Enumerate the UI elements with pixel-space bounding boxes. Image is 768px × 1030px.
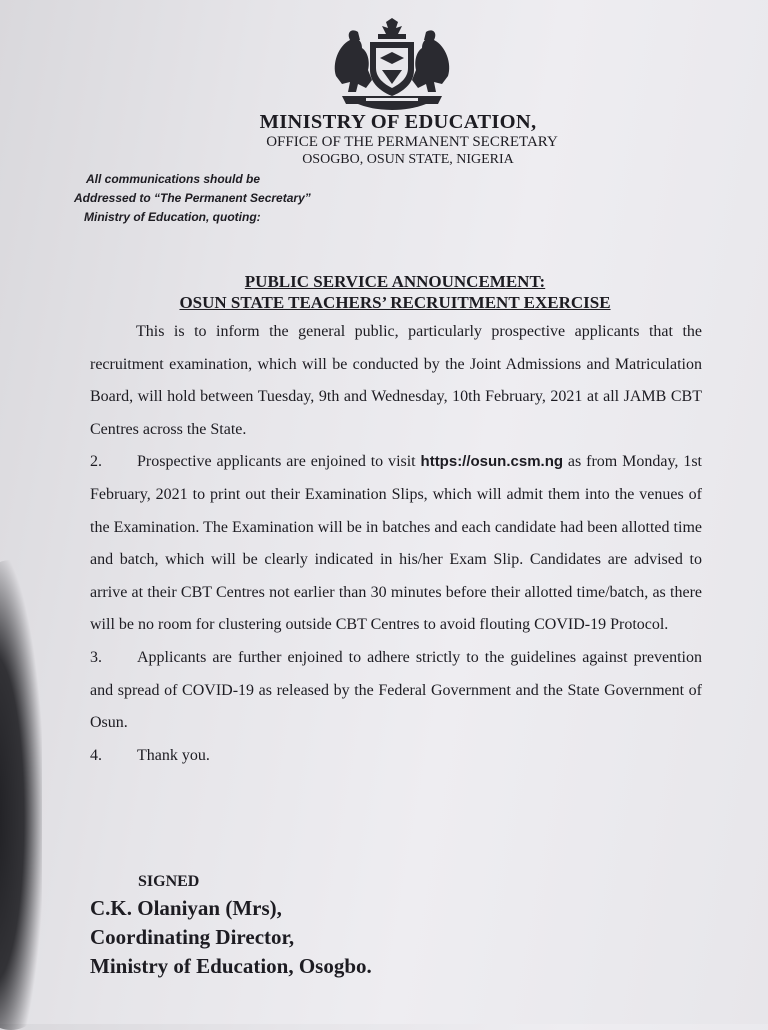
paragraph-4-text: Thank you. — [137, 746, 210, 764]
office-subtitle: OFFICE OF THE PERMANENT SECRETARY — [266, 134, 558, 150]
signatory-position: Coordinating Director, — [90, 925, 295, 949]
announcement-title: PUBLIC SERVICE ANNOUNCEMENT: — [244, 272, 546, 291]
paragraph-number: 2. — [90, 453, 102, 471]
office-address: OSOGBO, OSUN STATE, NIGERIA — [302, 152, 514, 167]
paragraph-4 — [90, 740, 702, 773]
signatory-name: C.K. Olaniyan (Mrs), — [90, 896, 282, 920]
signed-label: SIGNED — [138, 873, 200, 890]
paragraph-1: This is to inform the general public, particularly prospective applicants that the recruitment examination, which will be conducted by the Joint Admissions and Matriculation Board, will hold between Tuesday, 9th and Wednesday, 10th February, 2021 at all JAMB CBT Centres across the State. — [90, 323, 702, 438]
paragraph-number: 3. — [90, 648, 102, 666]
paragraph-3 — [90, 642, 702, 740]
coat-of-arms-emblem — [328, 18, 456, 112]
communications-line: Ministry of Education, quoting: — [84, 210, 261, 224]
communications-line: All communications should be — [86, 172, 261, 186]
ministry-title: MINISTRY OF EDUCATION, — [259, 111, 537, 133]
signature-block — [90, 870, 372, 981]
photo-shadow — [0, 560, 42, 1030]
communications-note — [74, 170, 311, 227]
paragraph-2 — [90, 446, 702, 642]
announcement-body — [90, 316, 702, 772]
announcement-subtitle: OSUN STATE TEACHERS’ RECRUITMENT EXERCISE — [179, 293, 611, 312]
paragraph-2-text-b: as from Monday, 1st February, 2021 to print out their Examination Slips, which will admit them into the venues of the Examination. The Examination will be in batches and each candidate had been allotted time and batch, which will be clearly indicated in his/her Exam Slip. Candidates are advised to arrive at their CBT Centres not earlier than 30 minutes before their allotted time/batch, as there will be no room for clustering outside CBT Centres to avoid flouting COVID-19 Protocol. — [90, 453, 703, 634]
portal-link[interactable]: https://osun.csm.ng — [420, 453, 564, 471]
paragraph-2-text-a: Prospective applicants are enjoined to visit — [137, 453, 421, 471]
communications-line: Addressed to “The Permanent Secretary” — [74, 191, 311, 205]
signatory-organization: Ministry of Education, Osogbo. — [90, 954, 372, 978]
paragraph-3-text: Applicants are further enjoined to adhere strictly to the guidelines against prevention and spread of COVID-19 as released by the Federal Government and the State Government of Osun. — [90, 648, 702, 732]
paragraph-number: 4. — [90, 746, 102, 764]
